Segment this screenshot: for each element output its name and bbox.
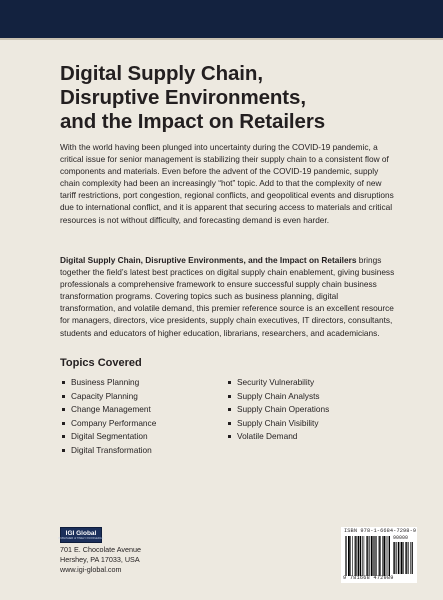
address-line: 701 E. Chocolate Avenue: [60, 545, 141, 554]
barcode-stripe: [346, 536, 347, 576]
topics-list-right: [228, 376, 329, 444]
top-band-divider: [0, 38, 443, 40]
barcode-stripe: [382, 536, 383, 576]
barcode-stripe: [393, 542, 394, 574]
description-paragraph: [60, 254, 395, 339]
barcode-stripe: [366, 536, 367, 576]
title-line: Disruptive Environments,: [60, 86, 306, 109]
barcode-stripe: [410, 542, 411, 574]
barcode-stripe: [412, 542, 413, 574]
publisher-website: www.igi-global.com: [60, 565, 122, 575]
barcode-stripe: [358, 536, 360, 576]
topic-item: Change Management: [62, 403, 156, 417]
topic-item: Digital Transformation: [62, 444, 156, 458]
barcode-stripe: [371, 536, 373, 576]
isbn-number: ISBN 978-1-6684-7298-9: [344, 528, 417, 534]
barcode-stripe: [350, 536, 351, 576]
barcode-stripe: [376, 536, 377, 576]
barcode-stripe: [400, 542, 401, 574]
barcode-stripe: [374, 536, 375, 576]
isbn-barcode: [341, 527, 417, 583]
barcode-stripe: [379, 536, 380, 576]
topics-list-left: [62, 376, 156, 457]
barcode-stripe: [362, 536, 363, 576]
topic-item: Volatile Demand: [228, 430, 329, 444]
barcode-addon-bars: [393, 542, 413, 574]
barcode-stripe: [394, 542, 395, 574]
barcode-stripe: [396, 542, 397, 574]
barcode-stripe: [373, 536, 374, 576]
barcode-stripe: [389, 536, 390, 576]
barcode-stripe: [398, 542, 399, 574]
barcode-stripe: [405, 542, 406, 574]
barcode-stripe: [380, 536, 381, 576]
barcode-stripe: [401, 542, 403, 574]
barcode-stripe: [369, 536, 370, 576]
publisher-logo-name: IGI Global: [65, 530, 97, 537]
topic-item: Capacity Planning: [62, 390, 156, 404]
barcode-digits: 9 781668 472989: [343, 575, 394, 581]
barcode-stripe: [356, 536, 357, 576]
barcode-stripe: [403, 542, 404, 574]
barcode-stripe: [386, 536, 387, 576]
title-line: Digital Supply Chain,: [60, 62, 263, 85]
topics-heading: Topics Covered: [60, 357, 142, 369]
publisher-address: [60, 545, 141, 576]
topic-item: Supply Chain Analysts: [228, 390, 329, 404]
barcode-bars: [345, 536, 391, 576]
barcode-stripe: [388, 536, 389, 576]
topic-item: Security Vulnerability: [228, 376, 329, 390]
topic-item: Company Performance: [62, 417, 156, 431]
barcode-stripe: [345, 536, 346, 576]
topic-item: Business Planning: [62, 376, 156, 390]
barcode-stripe: [360, 536, 361, 576]
barcode-stripe: [348, 536, 350, 576]
barcode-stripe: [364, 536, 365, 576]
publisher-logo-tagline: PUBLISHER of TIMELY KNOWLEDGE: [58, 537, 104, 540]
topic-item: Supply Chain Operations: [228, 403, 329, 417]
barcode-stripe: [355, 536, 356, 576]
topic-item: Supply Chain Visibility: [228, 417, 329, 431]
description-text: brings together the field’s latest best practices on digital supply chain enablement, giving business professionals a comprehensive framework to ensure successful supply chain business transformation programs. Covering topics such as business planning, digital transformation, and volatile demand, this premier reference source is an excellent resource for managers, directors, vice presidents, supply chain executives, IT directors, consultants, students and educators of higher education, librarians, researchers, and academicians.: [60, 255, 395, 338]
barcode-addon-number: 90000: [393, 535, 409, 541]
book-title: [60, 62, 400, 134]
description-bold-title: Digital Supply Chain, Disruptive Environments, and the Impact on Retailers: [60, 255, 357, 265]
barcode-stripe: [406, 542, 407, 574]
barcode-stripe: [352, 536, 353, 576]
topic-item: Digital Segmentation: [62, 430, 156, 444]
barcode-stripe: [408, 542, 409, 574]
barcode-stripe: [383, 536, 385, 576]
publisher-logo: [60, 527, 102, 543]
title-line: and the Impact on Retailers: [60, 110, 326, 133]
address-line: Hershey, PA 17033, USA: [60, 555, 140, 565]
intro-paragraph: With the world having been plunged into uncertainty during the COVID-19 pandemic, a critical issue for senior management is stabilizing their supply chain to a consistent flow of components and materials. Even before the advent of the COVID-19 pandemic, supply chain complexity had been an increasingly “hot” topic. Add to that the complexity of new tariff restrictions, port congestion, regional conflicts, and geopolitical events and disruptions due to international conflict, and it is apparent that securing access to materials and critical resources is not without difficulty, and forecasting demand is even harder.: [60, 142, 394, 225]
top-color-band: [0, 0, 443, 38]
barcode-stripe: [367, 536, 368, 576]
